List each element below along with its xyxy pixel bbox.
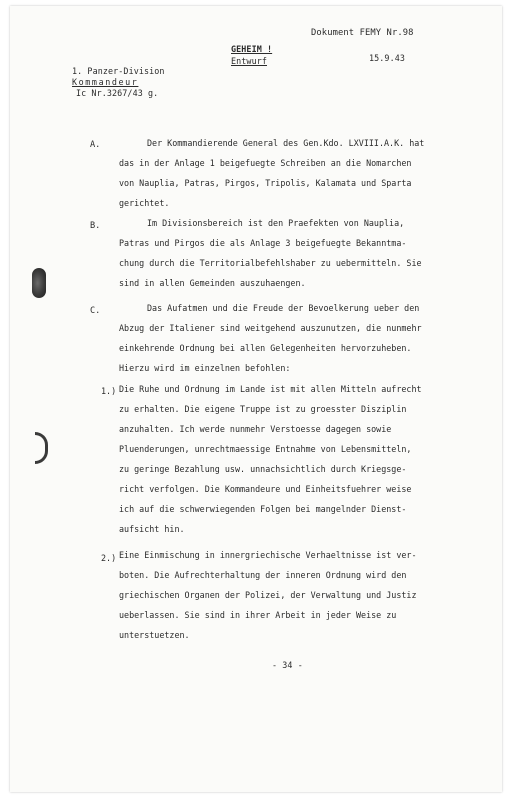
reference-number: Ic Nr.3267/43 g. [76, 88, 159, 98]
item-label-2: 2.) [101, 553, 117, 563]
text-line: das in der Anlage 1 beigefuegte Schreiben an die Nomarchen [119, 158, 412, 168]
item-1-text [119, 379, 422, 539]
section-label-b: B. [90, 221, 101, 231]
sender-kommandeur: Kommandeur [72, 77, 139, 87]
text-line: Im Divisionsbereich ist den Praefekten von Nauplia, [147, 218, 405, 228]
section-a-text [147, 133, 424, 153]
text-line: Das Aufatmen und die Freude der Bevoelkerung ueber den [147, 303, 420, 313]
sender-division: 1. Panzer-Division [72, 66, 165, 76]
text-line: richt verfolgen. Die Kommandeure und Einheitsfuehrer weise [119, 484, 412, 494]
text-line: zu erhalten. Die eigene Truppe ist zu groesster Disziplin [119, 404, 407, 414]
text-line: boten. Die Aufrechterhaltung der inneren Ordnung wird den [119, 570, 407, 580]
document-date: 15.9.43 [369, 53, 405, 63]
text-line: Die Ruhe und Ordnung im Lande ist mit allen Mitteln aufrecht [119, 384, 422, 394]
text-line: Eine Einmischung in innergriechische Verhaeltnisse ist ver- [119, 550, 417, 560]
classification-stamp: GEHEIM ! [231, 44, 273, 54]
text-line: Hierzu wird im einzelnen befohlen: [119, 363, 291, 373]
text-line: sind in allen Gemeinden auszuhaengen. [119, 278, 306, 288]
section-c-text [147, 298, 419, 318]
text-line: ueberlassen. Sie sind in ihrer Arbeit in jeder Weise zu [119, 610, 397, 620]
section-label-a: A. [90, 140, 101, 150]
item-2-text [119, 545, 417, 645]
text-line: einkehrende Ordnung bei allen Gelegenheiten hervorzuheben. [119, 343, 412, 353]
document-number: Dokument FEMY Nr.98 [311, 28, 414, 38]
text-line: gerichtet. [119, 198, 170, 208]
section-b-text-cont [119, 233, 422, 293]
text-line: griechischen Organen der Polizei, der Verwaltung und Justiz [119, 590, 417, 600]
text-line: von Nauplia, Patras, Pirgos, Tripolis, Kalamata und Sparta [119, 178, 412, 188]
page-number: - 34 - [272, 660, 303, 670]
punch-hole-top [32, 268, 46, 298]
section-c-text-cont [119, 318, 422, 378]
text-line: zu geringe Bezahlung usw. unnachsichtlich durch Kriegsge- [119, 464, 407, 474]
text-line: Patras und Pirgos die als Anlage 3 beigefuegte Bekanntma- [119, 238, 407, 248]
text-line: Der Kommandierende General des Gen.Kdo. LXVIII.A.K. hat [147, 138, 425, 148]
text-line: Pluenderungen, unrechtmaessige Entnahme von Lebensmitteln, [119, 444, 412, 454]
text-line: chung durch die Territorialbefehlshaber zu uebermitteln. Sie [119, 258, 422, 268]
draft-label: Entwurf [231, 56, 267, 66]
item-label-1: 1.) [101, 386, 117, 396]
section-a-text-cont [119, 153, 411, 213]
section-b-text [147, 213, 404, 233]
text-line: aufsicht hin. [119, 524, 185, 534]
text-line: Abzug der Italiener sind weitgehend auszunutzen, die nunmehr [119, 323, 422, 333]
text-line: unterstuetzen. [119, 630, 190, 640]
text-line: ich auf die schwerwiegenden Folgen bei mangelnder Dienst- [119, 504, 407, 514]
section-label-c: C. [90, 306, 101, 316]
text-line: anzuhalten. Ich werde nunmehr Verstoesse dagegen sowie [119, 424, 392, 434]
